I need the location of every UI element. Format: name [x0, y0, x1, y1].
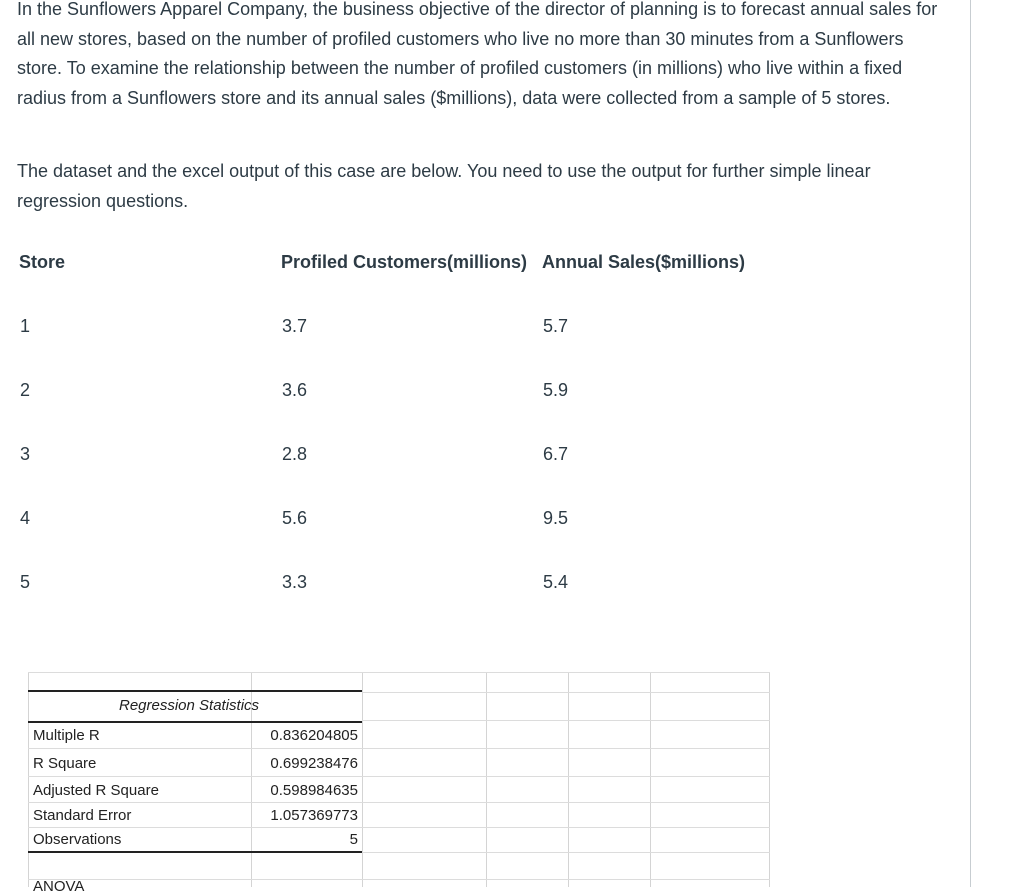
- grid-line: [28, 672, 770, 673]
- customers-cell: 2.8: [282, 444, 308, 464]
- grid-line: [362, 852, 770, 853]
- grid-line: [28, 827, 770, 828]
- excel-output-image: [0, 672, 970, 895]
- stat-label: Multiple R: [33, 727, 100, 744]
- grid-line: [362, 692, 770, 693]
- sales-cell: 5.4: [543, 572, 569, 592]
- grid-line: [28, 776, 770, 777]
- stat-label: Adjusted R Square: [33, 782, 159, 799]
- grid-line: [486, 672, 487, 887]
- stat-value: 0.598984635: [270, 782, 358, 799]
- header-profiled-customers: Profiled Customers(millions): [281, 252, 528, 272]
- store-cell: 1: [20, 316, 31, 336]
- store-cell: 4: [20, 508, 31, 528]
- stat-value: 0.836204805: [270, 727, 358, 744]
- stat-label: R Square: [33, 755, 97, 772]
- store-cell: 5: [20, 572, 31, 592]
- instructions-paragraph: The dataset and the excel output of this case are below. You need to use the output for further simple linear regression questions.: [17, 161, 871, 211]
- table-border-bottom: [28, 851, 362, 853]
- content-right-border: [970, 0, 971, 887]
- grid-line: [28, 672, 29, 887]
- stat-label: Observations: [33, 831, 122, 848]
- regression-statistics-title: Regression Statistics: [119, 697, 260, 714]
- grid-line: [28, 802, 770, 803]
- table-border-mid: [28, 721, 362, 723]
- sales-cell: 5.9: [543, 380, 569, 400]
- stat-value: 5: [349, 831, 358, 848]
- intro-paragraph: In the Sunflowers Apparel Company, the business objective of the director of planning is to forecast annual sales for all new stores, based on the number of profiled customers who live no more than 30 minutes from a Sunflowers store. To examine the relationship between the number of profiled customers (in millions) who live within a fixed radius from a Sunflowers store and its annual sales ($millions), data were collected from a sample of 5 stores.: [17, 0, 938, 108]
- sales-cell: 9.5: [543, 508, 569, 528]
- header-store: Store: [19, 252, 66, 272]
- customers-cell: 3.6: [282, 380, 308, 400]
- sales-cell: 6.7: [543, 444, 569, 464]
- store-cell: 3: [20, 444, 31, 464]
- grid-line: [362, 672, 363, 887]
- table-border-top: [28, 690, 362, 692]
- grid-line: [769, 672, 770, 887]
- anova-heading: ANOVA: [33, 878, 85, 895]
- customers-cell: 5.6: [282, 508, 308, 528]
- store-cell: 2: [20, 380, 31, 400]
- sales-cell: 5.7: [543, 316, 569, 336]
- grid-line: [362, 720, 770, 721]
- customers-cell: 3.7: [282, 316, 308, 336]
- customers-cell: 3.3: [282, 572, 308, 592]
- stat-value: 1.057369773: [270, 807, 358, 824]
- header-annual-sales: Annual Sales($millions): [542, 252, 746, 272]
- grid-line: [650, 672, 651, 887]
- stat-value: 0.699238476: [270, 755, 358, 772]
- grid-line: [28, 879, 770, 880]
- grid-line: [568, 672, 569, 887]
- stat-label: Standard Error: [33, 807, 132, 824]
- grid-line: [28, 748, 770, 749]
